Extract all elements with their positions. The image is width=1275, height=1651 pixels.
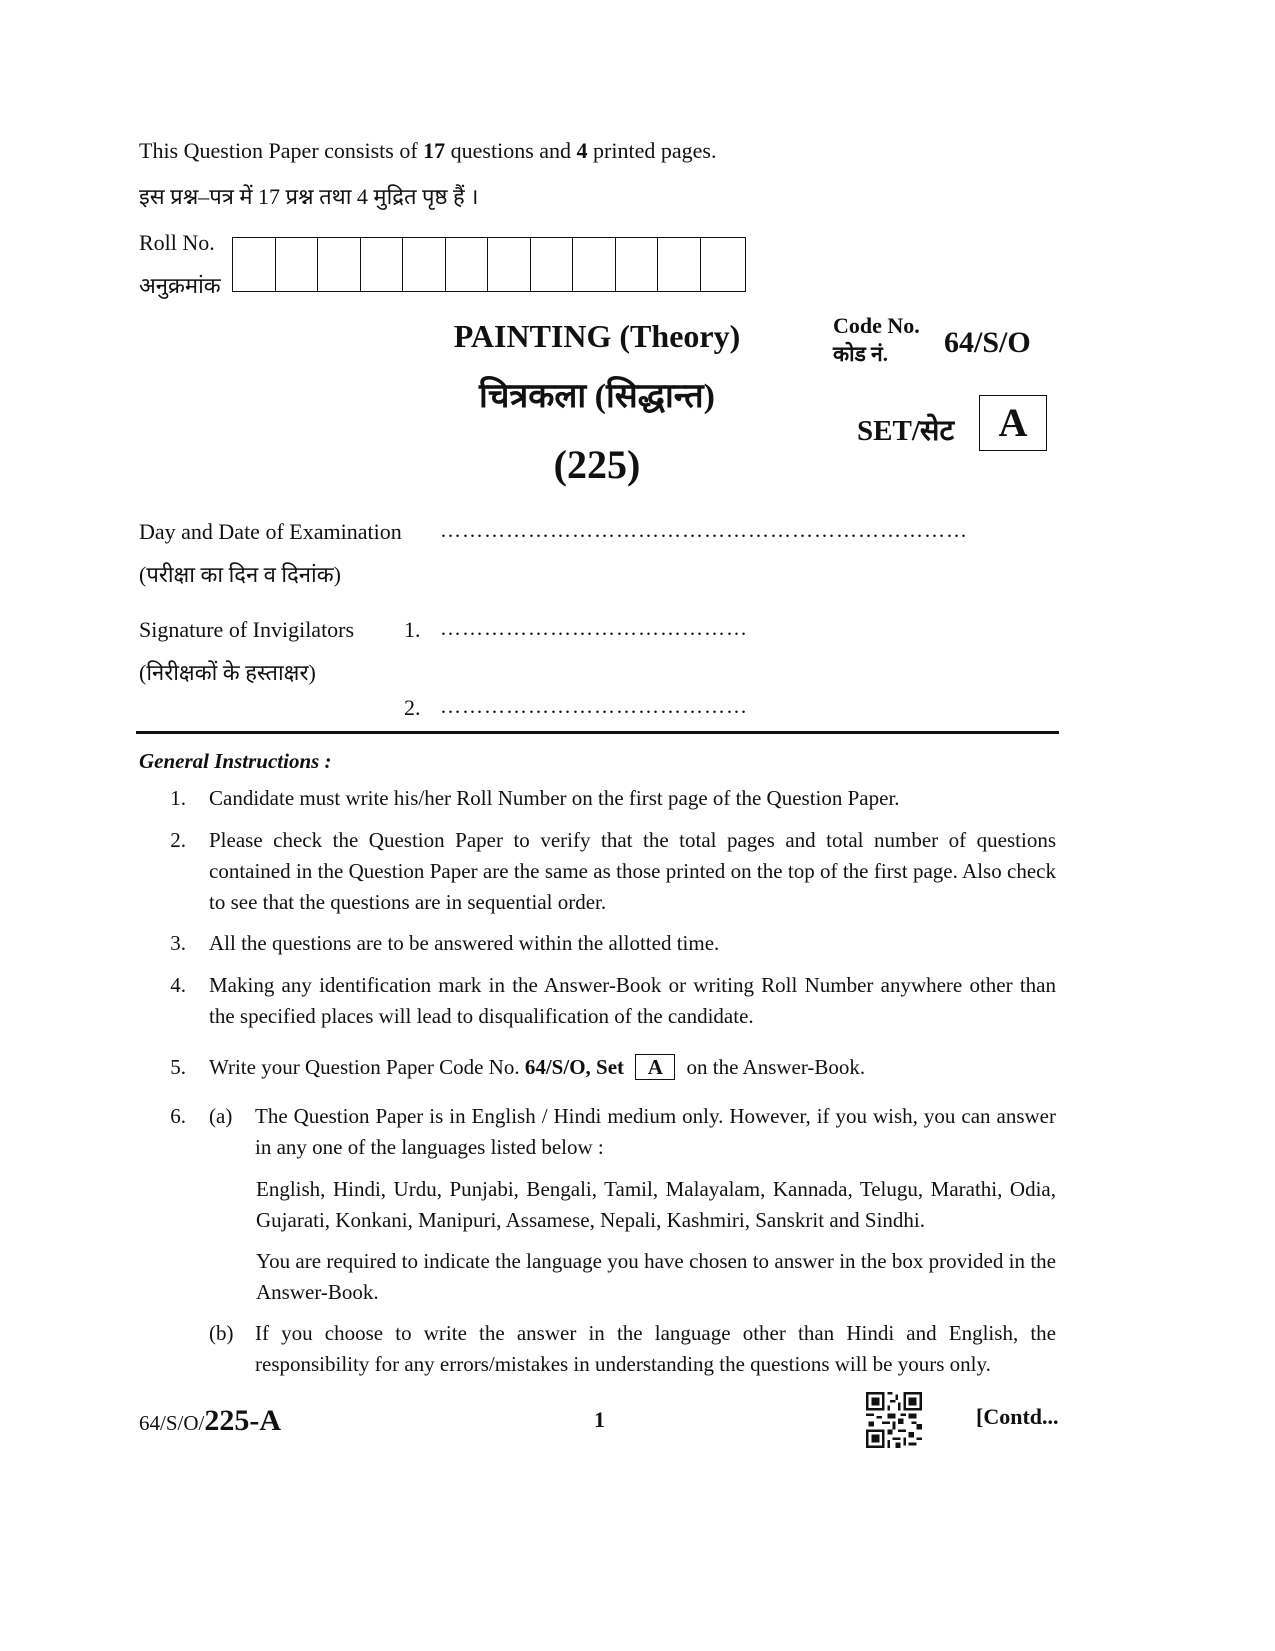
roll-number-boxes[interactable] — [232, 237, 746, 292]
section-divider — [136, 731, 1059, 734]
roll-label-hindi: अनुक्रमांक — [139, 273, 221, 298]
sub-item-label: (b) — [209, 1321, 234, 1345]
page-number: 1 — [594, 1407, 605, 1432]
instruction-number: 1. — [170, 786, 186, 810]
code-value: 64/S/O — [944, 326, 1031, 359]
roll-digit-box[interactable] — [361, 238, 404, 291]
roll-digit-box[interactable] — [446, 238, 489, 291]
instruction-number: 2. — [170, 828, 186, 852]
code-label-english: Code No. — [833, 313, 920, 338]
subject-title-english: PAINTING (Theory) — [453, 318, 741, 354]
instruction-number: 5. — [170, 1055, 186, 1079]
invigilator-2-signature-field[interactable]: …………………………………… — [440, 694, 748, 718]
roll-digit-box[interactable] — [403, 238, 446, 291]
invigilator-1-number: 1. — [404, 617, 421, 642]
instruction-text: Write your Question Paper Code No. 64/S/O, Set A on the Answer-Book. — [209, 1055, 866, 1079]
sub-item-label: (a) — [209, 1104, 233, 1128]
roll-digit-box[interactable] — [488, 238, 531, 291]
instruction-item — [150, 1052, 1056, 1083]
language-indication-note: You are required to indicate the language you have chosen to answer in the box provided in the Answer-Book. — [256, 1249, 1056, 1304]
exam-date-label-english: Day and Date of Examination — [139, 519, 402, 544]
roll-digit-box[interactable] — [701, 238, 744, 291]
invigilator-label-english: Signature of Invigilators — [139, 617, 355, 642]
qr-code-icon — [866, 1392, 922, 1453]
paper-info-english: This Question Paper consists of 17 questions and 4 printed pages. — [139, 138, 717, 163]
exam-date-label-hindi: (परीक्षा का दिन व दिनांक) — [139, 562, 341, 587]
roll-digit-box[interactable] — [573, 238, 616, 291]
roll-label-english: Roll No. — [139, 230, 215, 255]
sub-item-text: If you choose to write the answer in the language other than Hindi and English, the responsibility for any errors/mistakes in understanding the questions will be yours only. — [255, 1321, 1056, 1376]
instruction-number: 4. — [170, 973, 186, 997]
continued-label: [Contd... — [976, 1404, 1059, 1429]
language-list: English, Hindi, Urdu, Punjabi, Bengali, Tamil, Malayalam, Kannada, Telugu, Marathi, Odia, Gujarati, Konkani, Manipuri, Assamese, Nepali, Kashmiri, Sanskrit and Sindhi. — [256, 1177, 1056, 1232]
instruction-item — [150, 928, 1056, 959]
roll-digit-box[interactable] — [276, 238, 319, 291]
instruction-item — [150, 970, 1056, 1032]
roll-digit-box[interactable] — [233, 238, 276, 291]
roll-digit-box[interactable] — [318, 238, 361, 291]
instruction-text: All the questions are to be answered within the allotted time. — [209, 931, 720, 955]
set-label: SET/सेट — [857, 415, 955, 447]
subject-code: (225) — [553, 442, 641, 487]
paper-info-hindi: इस प्रश्न–पत्र में 17 प्रश्न तथा 4 मुद्रित पृष्ठ हैं । — [139, 184, 479, 209]
roll-digit-box[interactable] — [658, 238, 701, 291]
instruction-text: Please check the Question Paper to verify that the total pages and total number of questions contained in the Question Paper are the same as those printed on the top of the first page. Also check to see that the questions are in sequential order. — [209, 828, 1056, 914]
sub-item-text: The Question Paper is in English / Hindi medium only. However, if you wish, you can answer in any one of the languages listed below : — [255, 1104, 1056, 1159]
invigilator-label-hindi: (निरीक्षकों के हस्ताक्षर) — [139, 660, 316, 685]
subject-title-hindi: चित्रकला (सिद्धान्त) — [479, 378, 715, 415]
set-box: A — [979, 395, 1047, 451]
instruction-sub-item — [150, 1318, 1056, 1380]
instruction-text: Making any identification mark in the Answer-Book or writing Roll Number anywhere other than the specified places will lead to disqualification of the candidate. — [209, 973, 1056, 1028]
instruction-text: Candidate must write his/her Roll Number on the first page of the Question Paper. — [209, 786, 900, 810]
invigilator-1-signature-field[interactable]: …………………………………… — [440, 616, 748, 640]
instruction-number: 3. — [170, 931, 186, 955]
exam-date-field[interactable]: ……………………………………………………………… — [440, 518, 968, 542]
invigilator-2-number: 2. — [404, 695, 421, 720]
roll-digit-box[interactable] — [531, 238, 574, 291]
code-label-hindi: कोड नं. — [833, 342, 888, 366]
instruction-item — [150, 825, 1056, 918]
roll-digit-box[interactable] — [616, 238, 659, 291]
set-inline-box: A — [635, 1054, 675, 1080]
instructions-heading: General Instructions : — [139, 749, 332, 773]
instruction-number: 6. — [170, 1104, 186, 1128]
footer-paper-code: 64/S/O/225-A — [139, 1404, 282, 1437]
instruction-item — [150, 783, 1056, 814]
instruction-item — [150, 1101, 1056, 1163]
